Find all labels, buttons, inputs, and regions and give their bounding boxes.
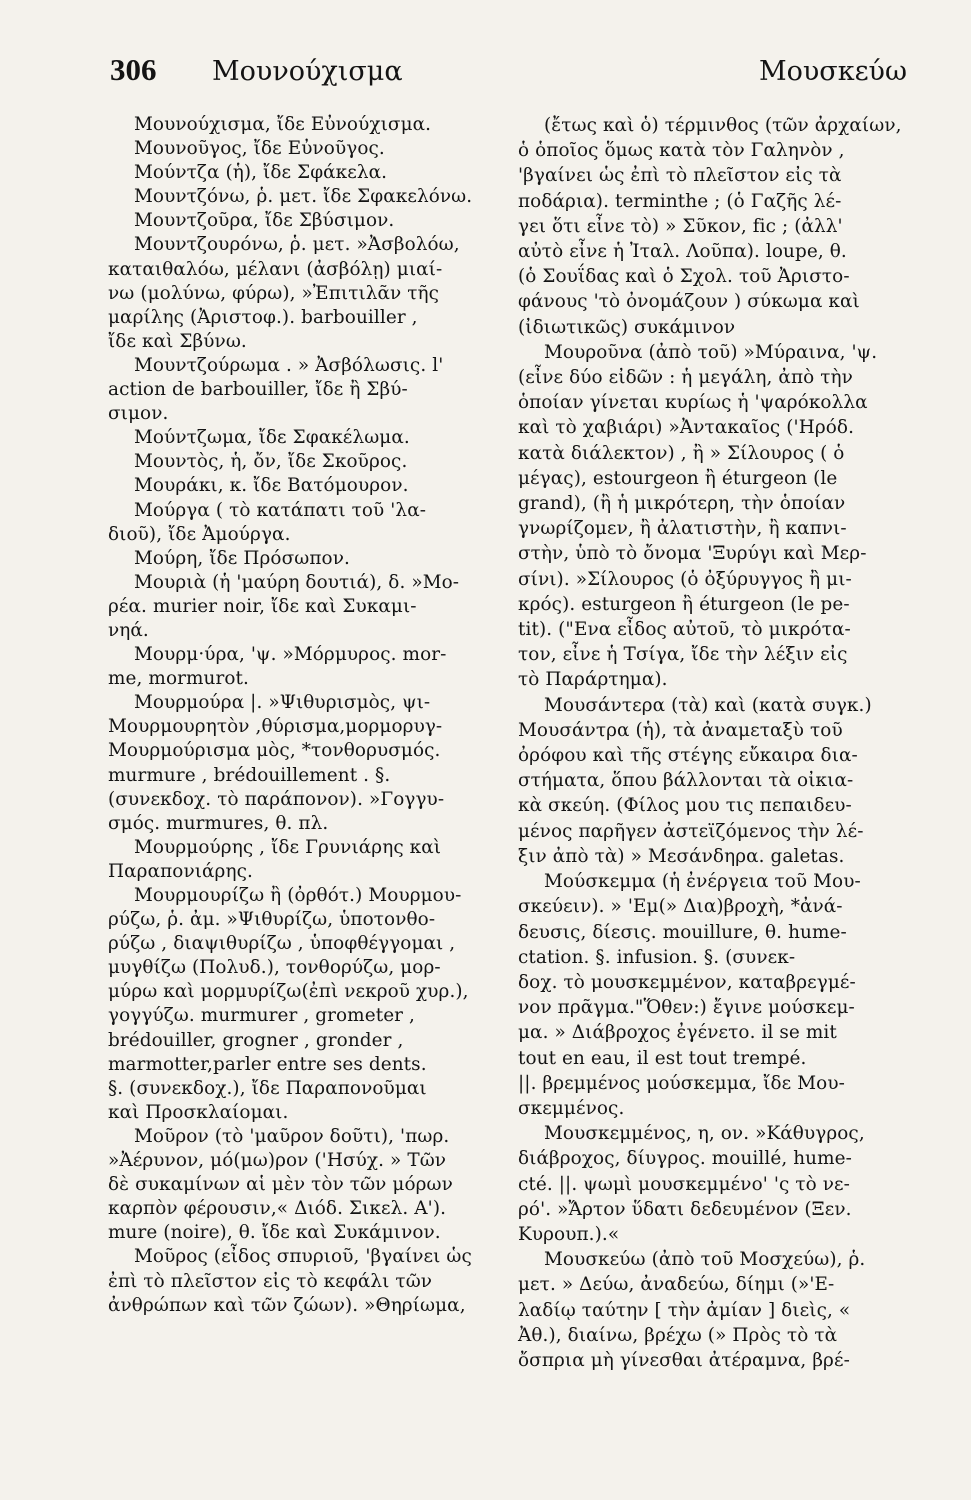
- dictionary-entry: [518, 113, 938, 340]
- entry-line: καὶ Προσκλαίομαι.: [108, 1101, 289, 1123]
- dictionary-entry: [108, 691, 498, 836]
- dictionary-entry: [108, 547, 498, 571]
- entry-line: ποδάρια). terminthe ; (ὁ Γαζῆς λέ-: [518, 190, 842, 212]
- entry-line: γογγύζω. murmurer , grometer ,: [108, 1005, 415, 1027]
- entry-line: σκεμμένος.: [518, 1097, 625, 1119]
- entry-line: ρύζω, ῥ. ἀμ. »Ψιθυρίζω, ὑποτονθο-: [108, 909, 436, 931]
- entry-line: νηά.: [108, 619, 149, 641]
- entry-line: ὀρόφου καὶ τῆς στέγης εὔκαιρα δια-: [518, 745, 858, 767]
- entry-line: μαρίλης (Ἀριστοφ.). barbouiller ,: [108, 306, 418, 328]
- entry-line: ρύζω , διαψιθυρίζω , ὑποφθέγγομαι ,: [108, 933, 456, 955]
- entry-line: Μουροῦνα (ἀπὸ τοῦ) »Μύραινα, 'ψ.: [544, 341, 878, 363]
- entry-line: mure (noire), θ. ἴδε καὶ Συκάμινον.: [108, 1222, 441, 1244]
- entry-line: §. (συνεκδοχ.), ἴδε Παραπονοῦμαι: [108, 1077, 427, 1099]
- entry-line: (συνεκδοχ. τὸ παράπονον). »Γογγυ-: [108, 788, 445, 810]
- left-column: [108, 113, 498, 1423]
- dictionary-entry: [108, 474, 498, 498]
- entry-line: (ἰδιωτικῶς) συκάμινον: [518, 316, 736, 338]
- entry-line: τὸ Παράρτημα).: [518, 669, 668, 691]
- entry-line: κατὰ διάλεκτον) , ἢ » Σίλουρος ( ὁ: [518, 442, 845, 464]
- entry-line: γει ὅτι εἶνε τὸ) » Σῦκον, fic ; (ἀλλ': [518, 215, 843, 237]
- right-column: [518, 113, 938, 1423]
- dictionary-entry: [108, 354, 498, 426]
- dictionary-entry: [108, 450, 498, 474]
- dictionary-entry: [108, 209, 498, 233]
- dictionary-entry: [108, 499, 498, 547]
- entry-line: Μουνοῦγος, ἴδε Εὐνοῦγος.: [134, 138, 385, 160]
- entry-line: κὰ σκεύη. (Φίλος μου τις πεπαιδευ-: [518, 795, 852, 817]
- entry-line: σκεύειν). » 'Εμ(» Δια)βροχὴ, *ἀνά-: [518, 896, 843, 918]
- entry-line: στὴν, ὑπὸ τὸ ὄνομα 'Ξυρύγι καὶ Μερ-: [518, 543, 867, 565]
- entry-line: (ὁ Σουΐδας καὶ ὁ Σχολ. τοῦ Ἀριστο-: [518, 266, 850, 288]
- entry-line: ρέα. murier noir, ἴδε καὶ Συκαμι-: [108, 595, 417, 617]
- entry-line: Μούσκεμμα (ἡ ἐνέργεια τοῦ Μου-: [544, 871, 861, 893]
- entry-line: 'βγαίνει ὡς ἐπὶ τὸ πλεῖστον εἰς τὰ: [518, 165, 842, 187]
- entry-line: Μουντζούρωμα . » Ἀσβόλωσις. l': [134, 354, 444, 376]
- entry-line: tit). ("Ενα εἶδος αὐτοῦ, τὸ μικρότα-: [518, 619, 851, 641]
- entry-line: Κυρουπ.).«: [518, 1223, 620, 1245]
- entry-line: τον, εἶνε ἡ Τσίγα, ἴδε τὴν λέξιν εἰς: [518, 644, 848, 666]
- entry-line: ἀνθρώπων καὶ τῶν ζώων). »Θηρίωμα,: [108, 1294, 466, 1316]
- entry-line: μέγας), estourgeon ἢ éturgeon (le: [518, 467, 838, 489]
- entry-line: Μοῦρον (τὸ 'μαῦρον δοῦτι), 'πωρ.: [134, 1125, 450, 1147]
- entry-line: ὄσπρια μὴ γίνεσθαι ἀτέραμνα, βρέ-: [518, 1349, 850, 1371]
- entry-line: σίνι). »Σίλουρος (ὁ ὀξύρυγγος ἢ μι-: [518, 568, 852, 590]
- dictionary-entry: [108, 233, 498, 353]
- entry-line: μύρω καὶ μορμυρίζω(ἐπὶ νεκροῦ χυρ.),: [108, 981, 469, 1003]
- entry-line: ||. βρεμμένος μούσκεμμα, ἴδε Μου-: [518, 1072, 845, 1094]
- entry-line: ctation. §. infusion. §. (συνεκ-: [518, 946, 796, 968]
- entry-line: Μουσκεύω (ἀπὸ τοῦ Μοσχεύω), ῥ.: [544, 1249, 866, 1271]
- entry-line: Ἀθ.), διαίνω, βρέχω (» Πρὸς τὸ τὰ: [518, 1324, 838, 1346]
- entry-line: Μουσκεμμένος, η, ον. »Κάθυγρος,: [544, 1123, 865, 1145]
- entry-line: μα. » Διάβροχος ἐγένετο. il se mit: [518, 1022, 837, 1044]
- entry-line: Παραπονιάρης.: [108, 860, 253, 882]
- dictionary-entry: [108, 571, 498, 643]
- text-columns: [108, 113, 938, 1423]
- entry-line: μυγθίζω (Πολυδ.), τονθορύζω, μορ-: [108, 957, 441, 979]
- dictionary-entry: [108, 836, 498, 884]
- entry-line: Μουρμουρητὸν ,θύρισμα,μορμορυγ-: [108, 716, 443, 738]
- entry-line: (εἶνε δύο εἰδῶν : ἡ μεγάλη, ἀπὸ τὴν: [518, 367, 853, 389]
- dictionary-entry: [518, 1247, 938, 1373]
- entry-line: καταιθαλόω, μέλανι (ἀσβόλῃ) μιαί-: [108, 258, 443, 280]
- entry-line: cté. ||. ψωμὶ μουσκεμμένο' 'ς τὸ νε-: [518, 1173, 850, 1195]
- dictionary-entry: [108, 113, 498, 137]
- entry-line: ἴδε καὶ Σβύνω.: [108, 330, 247, 352]
- entry-line: Μουσάντρα (ἡ), τὰ ἀναμεταξὺ τοῦ: [518, 719, 843, 741]
- entry-line: ἐπὶ τὸ πλεῖστον εἰς τὸ κεφάλι τῶν: [108, 1270, 433, 1292]
- entry-line: Μούντζα (ἡ), ἴδε Σφάκελα.: [134, 162, 388, 184]
- entry-line: σμός. murmures, θ. πλ.: [108, 812, 329, 834]
- dictionary-entry: [518, 869, 938, 1121]
- entry-line: νον πρᾶγμα."Ὅθεν:) ἔγινε μούσκεμ-: [518, 997, 855, 1019]
- entry-line: καρπὸν φέρουσιν,« Διόδ. Σικελ. Α').: [108, 1198, 447, 1220]
- page-header: [110, 52, 931, 102]
- entry-line: Μουράκι, κ. ἴδε Βατόμουρον.: [134, 475, 409, 497]
- entry-line: νω (μολύνω, φύρω), »Ἐπιτιλᾶν τῆς: [108, 282, 440, 304]
- entry-line: δοχ. τὸ μουσκεμμένον, καταβρεγμέ-: [518, 971, 856, 993]
- entry-line: Μούντζωμα, ἴδε Σφακέλωμα.: [134, 427, 410, 449]
- dictionary-entry: [108, 161, 498, 185]
- dictionary-entry: [518, 693, 938, 869]
- dictionary-entry: [108, 185, 498, 209]
- entry-line: Μουρμούρα |. »Ψιθυρισμὸς, ψι-: [134, 692, 431, 714]
- entry-line: σιμον.: [108, 403, 169, 425]
- entry-line: brédouiller, grogner , gronder ,: [108, 1029, 404, 1051]
- entry-line: Μουσάντερα (τὰ) καὶ (κατὰ συγκ.): [544, 694, 872, 716]
- dictionary-entry: [108, 643, 498, 691]
- entry-line: me, mormurot.: [108, 668, 249, 690]
- entry-line: ὁποίαν γίνεται κυρίως ἡ 'ψαρόκολλα: [518, 392, 868, 414]
- entry-line: καὶ τὸ χαβιάρι) »Ἀντακαῖος ('Ηρόδ.: [518, 417, 855, 439]
- dictionary-entry: [108, 137, 498, 161]
- entry-line: γνωρίζομεν, ἢ ἀλατιστὴν, ἢ καπνι-: [518, 518, 847, 540]
- entry-line: grand), (ἢ ἡ μικρότερη, τὴν ὁποίαν: [518, 493, 846, 515]
- entry-line: ρό'. »Ἄρτον ὕδατι δεδευμένον (Ξεν.: [518, 1198, 852, 1220]
- entry-line: Μουρμούρης , ἴδε Γρυνιάρης καὶ: [134, 836, 442, 858]
- entry-line: Μούργα ( τὸ κατάπατι τοῦ 'λα-: [134, 499, 427, 521]
- dictionary-entry: [108, 1245, 498, 1317]
- entry-line: δὲ συκαμίνων αἱ μὲν τὸν τῶν μόρων: [108, 1174, 453, 1196]
- entry-line: Μουρμουρίζω ἢ (ὀρθότ.) Μουρμου-: [134, 885, 462, 906]
- entry-line: Μουντζόνω, ῥ. μετ. ἴδε Σφακελόνω.: [134, 186, 473, 208]
- entry-line: Μουντζουρόνω, ῥ. μετ. »Ἀσβολόω,: [134, 234, 460, 256]
- entry-line: Μούρη, ἴδε Πρόσωπον.: [134, 547, 350, 569]
- entry-line: δευσις, δίεσις. mouillure, θ. hume-: [518, 921, 847, 943]
- entry-line: μένος παρῆγεν ἀστεϊζόμενος τὴν λέ-: [518, 820, 864, 842]
- entry-line: φάνους 'τὸ ὀνομάζουν ) σύκωμα καὶ: [518, 291, 860, 313]
- entry-line: διοῦ), ἴδε Ἀμούργα.: [108, 523, 291, 545]
- entry-line: »Ἀέρυνον, μό(μω)ρον ('Ησύχ. » Τῶν: [108, 1150, 447, 1172]
- entry-line: Μοῦρος (εἶδος σπυριοῦ, 'βγαίνει ὡς: [134, 1246, 472, 1268]
- dictionary-entry: [108, 1125, 498, 1245]
- dictionary-entry: [518, 1121, 938, 1247]
- entry-line: Μουνούχισμα, ἴδε Εὐνούχισμα.: [134, 114, 432, 135]
- entry-line: murmure , brédouillement . §.: [108, 764, 391, 786]
- entry-line: Μουντὸς, ἡ, ὄν, ἴδε Σκοῦρος.: [134, 451, 408, 473]
- entry-line: μετ. » Δεύω, ἀναδεύω, δίημι (»'Ε-: [518, 1274, 835, 1296]
- entry-line: action de barbouiller, ἴδε ἢ Σβύ-: [108, 379, 408, 401]
- entry-line: Μουρμούρισμα μὸς, *τονθορυσμός.: [108, 740, 441, 762]
- entry-line: marmotter,parler entre ses dents.: [108, 1053, 427, 1075]
- entry-line: tout en eau, il est tout trempé.: [518, 1047, 807, 1069]
- entry-line: Μουντζοῦρα, ἴδε Σβύσιμον.: [134, 210, 395, 232]
- dictionary-entry: [108, 884, 498, 1125]
- page-number: 306: [110, 52, 157, 87]
- dictionary-entry: [108, 426, 498, 450]
- entry-line: (ἔτως καὶ ὁ) τέρμινθος (τῶν ἀρχαίων,: [544, 115, 902, 136]
- dictionary-entry: [518, 340, 938, 693]
- entry-line: Μουρμ·ύρα, 'ψ. »Μόρμυρος. mor-: [134, 644, 447, 666]
- entry-line: διάβροχος, δίυγρος. mouillé, hume-: [518, 1148, 852, 1170]
- running-head-left: Μουνούχισμα: [212, 56, 403, 87]
- entry-line: ὁ ὁποῖος ὅμως κατὰ τὸν Γαληνὸν ,: [518, 140, 845, 162]
- entry-line: στήματα, ὅπου βάλλονται τὰ οἰκια-: [518, 770, 854, 792]
- entry-line: ξιν ἀπὸ τὰ) » Μεσάνδηρα. galetas.: [518, 845, 845, 867]
- entry-line: λαδίῳ ταύτην [ τὴν ἀμίαν ] διεὶς, «: [518, 1299, 851, 1321]
- running-head-right: Μουσκεύω: [758, 56, 907, 87]
- entry-line: Μουριὰ (ἡ 'μαύρη δουτιά), δ. »Μο-: [134, 571, 460, 593]
- entry-line: κρός). esturgeon ἢ éturgeon (le pe-: [518, 593, 850, 615]
- entry-line: αὐτὸ εἶνε ἡ Ἰταλ. Λοῦπα). loupe, θ.: [518, 241, 847, 263]
